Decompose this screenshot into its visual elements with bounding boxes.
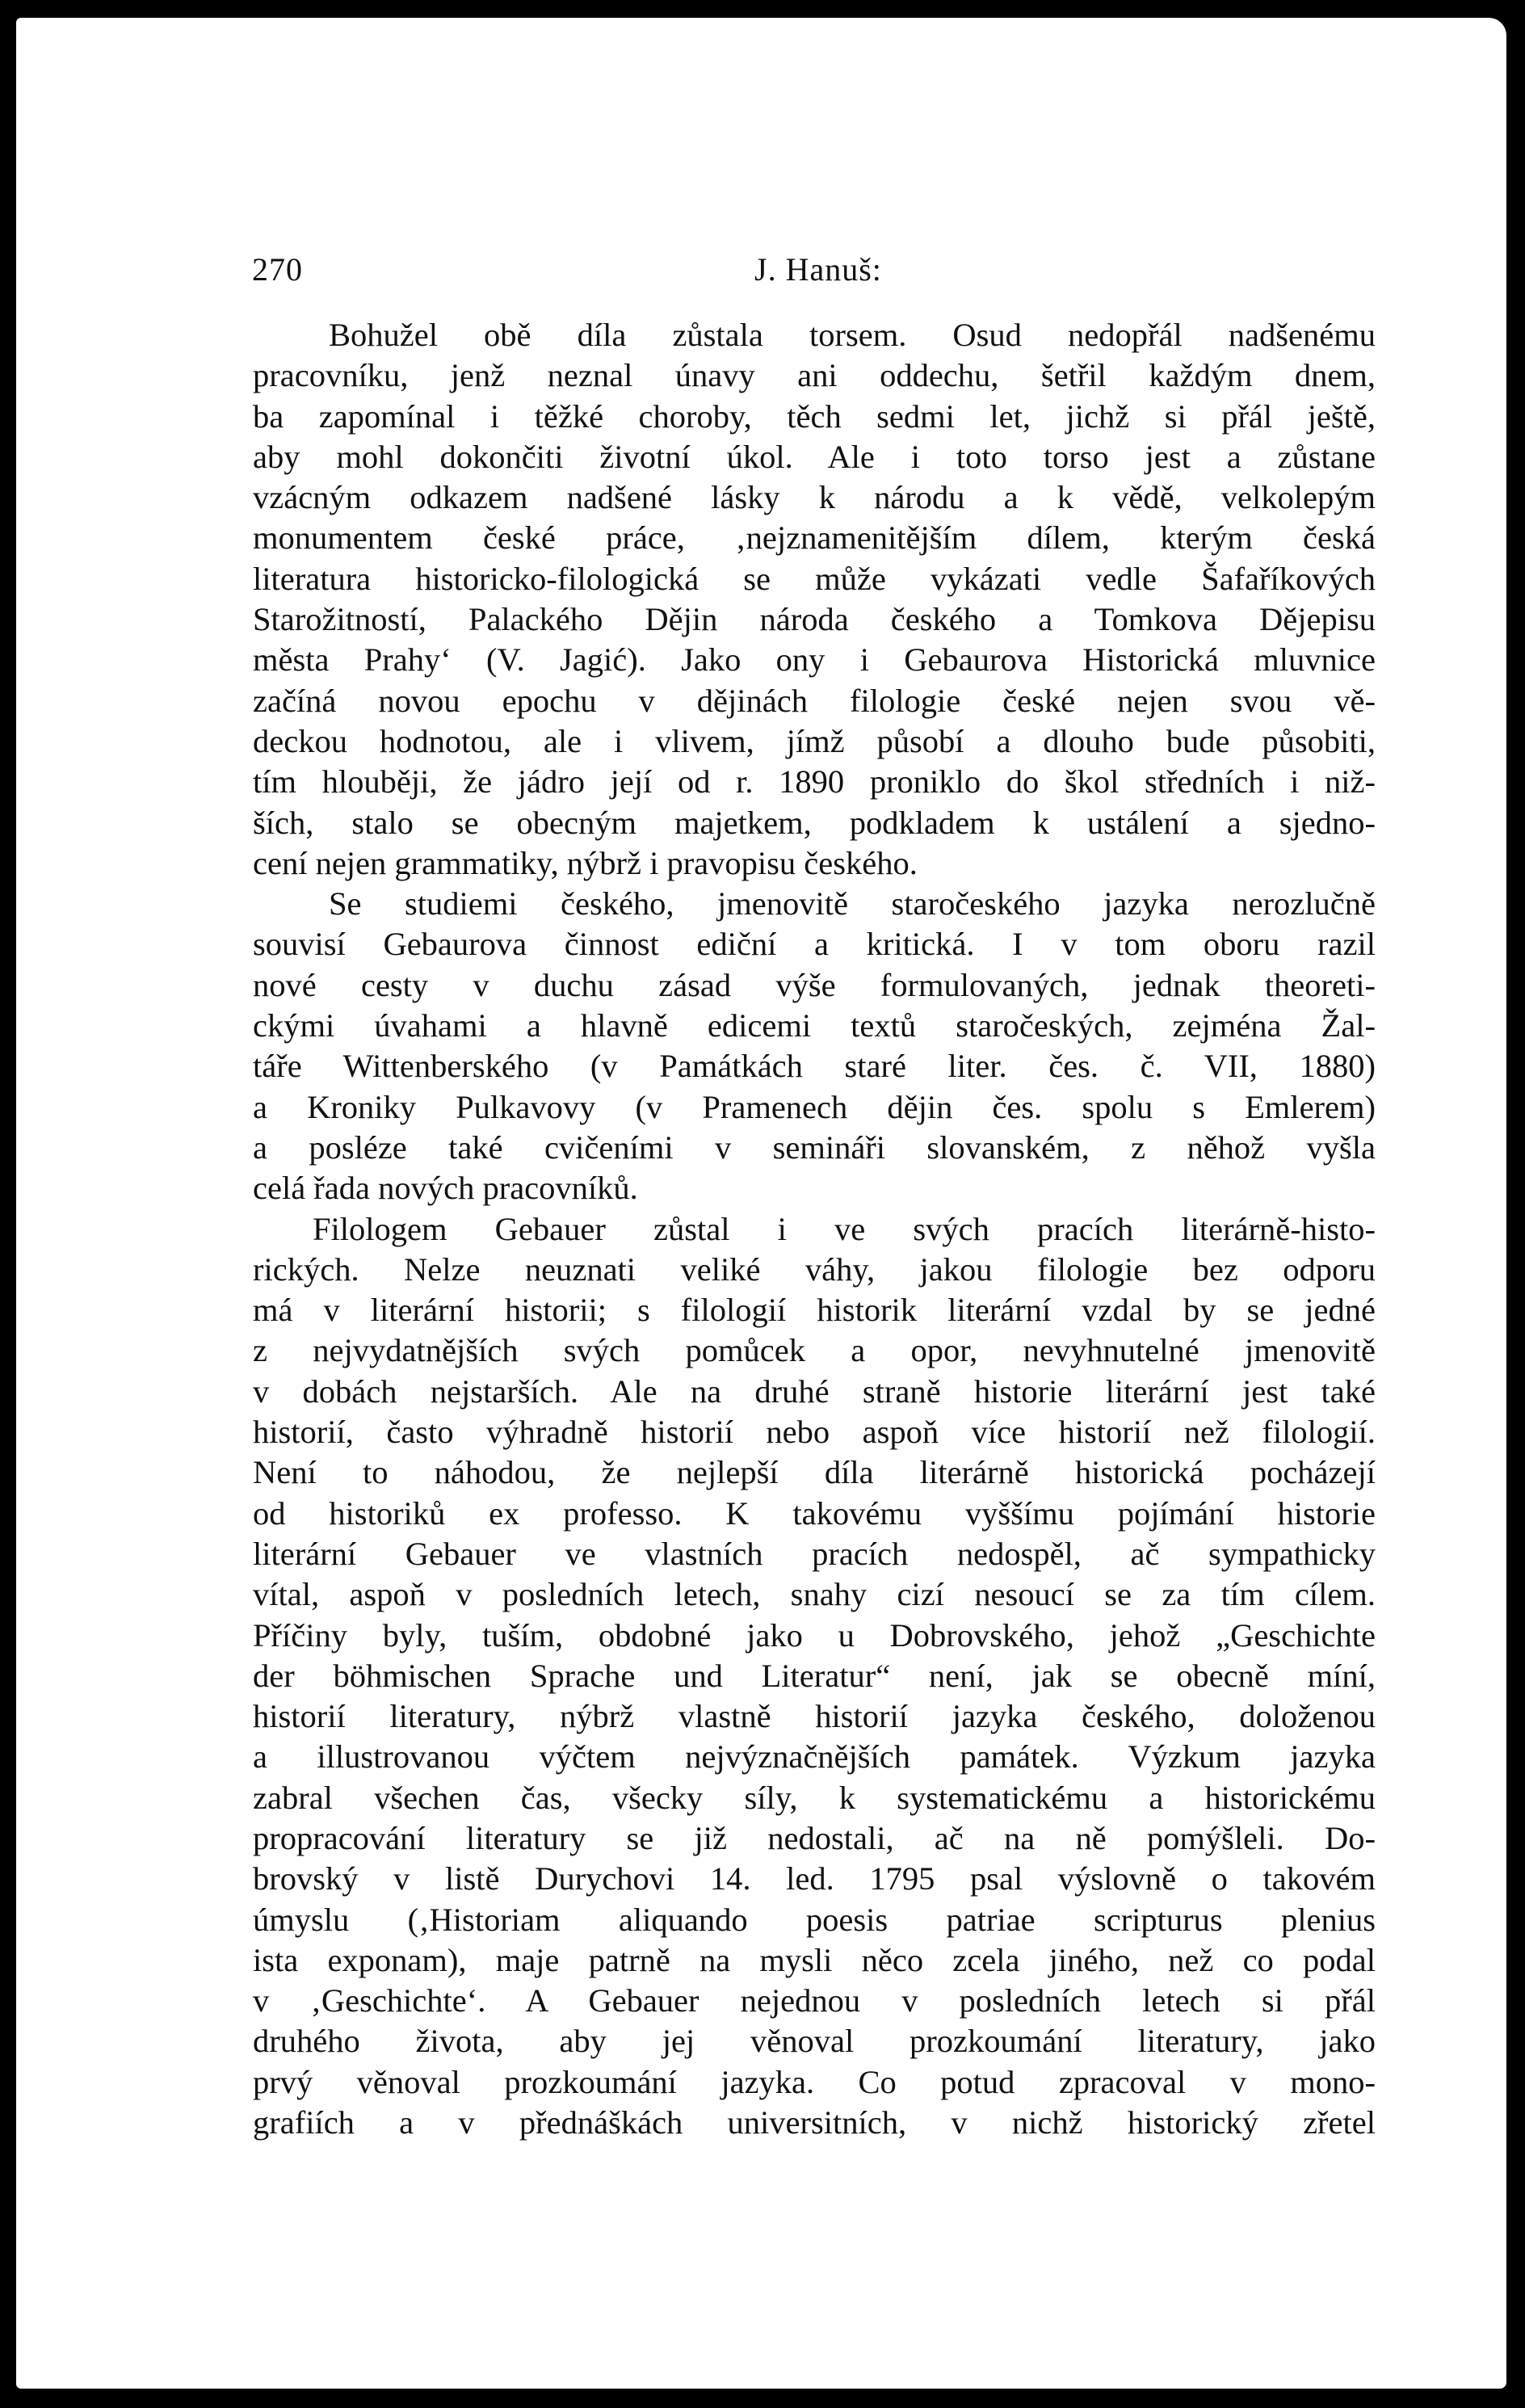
text-line: města Prahy‘ (V. Jagić). Jako ony i Gebaurova Historická mluvnice (253, 641, 1376, 679)
text-line: v dobách nejstarších. Ale na druhé straně historie literární jest také (253, 1372, 1376, 1410)
text-line: Se studiemi českého, jmenovitě staročeského jazyka nerozlučně (329, 885, 1376, 922)
text-line: Starožitností, Palackého Dějin národa českého a Tomkova Dějepisu (253, 601, 1376, 638)
text-line: monumentem české práce, ‚nejznamenitějším dílem, kterým česká (253, 519, 1376, 557)
text-line: má v literární historii; s filologií historik literární vzdal by se jedné (253, 1292, 1376, 1329)
text-line: tím hlouběji, že jádro její od r. 1890 proniklo do škol středních i niž- (253, 763, 1376, 801)
text-line: Bohužel obě díla zůstala torsem. Osud nedopřál nadšenému (329, 317, 1376, 353)
text-line: ších, stalo se obecným majetkem, podkladem k ustálení a sjedno- (253, 804, 1376, 841)
text-line: deckou hodnotou, ale i vlivem, jímž působí a dlouho bude působiti, (253, 722, 1376, 759)
text-line: propracování literatury se již nedostali, ač na ně pomýšleli. Do- (253, 1819, 1376, 1856)
text-line: Příčiny byly, tuším, obdobné jako u Dobrovského, jehož „Geschichte (253, 1616, 1376, 1654)
text-line: cení nejen grammatiky, nýbrž i pravopisu českého. (253, 844, 918, 881)
text-line: der böhmischen Sprache und Literatur“ není, jak se obecně míní, (253, 1657, 1376, 1694)
text-line: Není to náhodou, že nejlepší díla literárně historická pocházejí (253, 1454, 1376, 1491)
text-line: zabral všechen čas, všecky síly, k systematickému a historickému (253, 1779, 1376, 1816)
text-line: literární Gebauer ve vlastních pracích nedospěl, ač sympathicky (253, 1535, 1376, 1572)
text-line: v ‚Geschichte‘. A Gebauer nejednou v posledních letech si přál (253, 1982, 1376, 2019)
text-line: druhého života, aby jej věnoval prozkoumání literatury, jako (253, 2023, 1376, 2060)
text-line: historií literatury, nýbrž vlastně historií jazyka českého, doloženou (253, 1698, 1376, 1735)
page-number: 270 (252, 251, 303, 288)
paragraph (253, 315, 1376, 884)
text-line: literatura historicko-filologická se může vykázati vedle Šafaříkových (253, 560, 1376, 597)
text-line: ckými úvahami a hlavně edicemi textů staročeských, zejména Žal- (253, 1007, 1376, 1044)
text-line: aby mohl dokončiti životní úkol. Ale i toto torso jest a zůstane (253, 438, 1376, 475)
text-line: od historiků ex professo. K takovému vyššímu pojímání historie (253, 1494, 1376, 1532)
text-line: prvý věnoval prozkoumání jazyka. Co potud zpracoval v mono- (253, 2063, 1376, 2100)
text-line: začíná novou epochu v dějinách filologie české nejen svou vě- (253, 682, 1376, 719)
text-line: vzácným odkazem nadšené lásky k národu a k vědě, velkolepým (253, 479, 1376, 516)
text-line: ista exponam), maje patrně na mysli něco zcela jiného, než co podal (253, 1941, 1376, 1978)
text-line: grafiích a v přednáškách universitních, v nichž historický zřetel (253, 2104, 1376, 2141)
running-head: J. Hanuš: (754, 251, 882, 288)
text-line: táře Wittenberského (v Památkách staré liter. čes. č. VII, 1880) (253, 1048, 1376, 1085)
text-line: a illustrovanou výčtem nejvýznačnějších památek. Výzkum jazyka (253, 1738, 1376, 1776)
paragraph (253, 1209, 1376, 2144)
body-text (253, 315, 1376, 2143)
text-line: pracovníku, jenž neznal únavy ani oddechu, šetřil každým dnem, (253, 357, 1376, 394)
page-header (252, 250, 1383, 299)
text-line: Filologem Gebauer zůstal i ve svých pracích literárně-histo- (313, 1210, 1376, 1247)
text-line: nové cesty v duchu zásad výše formulovaných, jednak theoreti- (253, 966, 1376, 1003)
text-line: a posléze také cvičeními v semináři slovanském, z něhož vyšla (253, 1128, 1376, 1166)
text-line: celá řada nových pracovníků. (253, 1170, 638, 1207)
text-line: z nejvydatnějších svých pomůcek a opor, nevyhnutelné jmenovitě (253, 1332, 1376, 1369)
text-line: a Kroniky Pulkavovy (v Pramenech dějin čes. spolu s Emlerem) (253, 1088, 1376, 1125)
text-line: úmyslu (‚Historiam aliquando poesis patriae scripturus plenius (253, 1901, 1376, 1938)
text-line: souvisí Gebaurova činnost ediční a kritická. I v tom oboru razil (253, 926, 1376, 963)
paragraph (253, 884, 1376, 1208)
text-line: vítal, aspoň v posledních letech, snahy cizí nesoucí se za tím cílem. (253, 1576, 1376, 1613)
text-line: historií, často výhradně historií nebo aspoň více historií než filologií. (253, 1414, 1376, 1451)
text-line: brovský v listě Durychovi 14. led. 1795 psal výslovně o takovém (253, 1860, 1376, 1897)
text-line: ba zapomínal i těžké choroby, těch sedmi let, jichž si přál ještě, (253, 397, 1376, 435)
text-line: rických. Nelze neuznati veliké váhy, jakou filologie bez odporu (253, 1250, 1376, 1288)
